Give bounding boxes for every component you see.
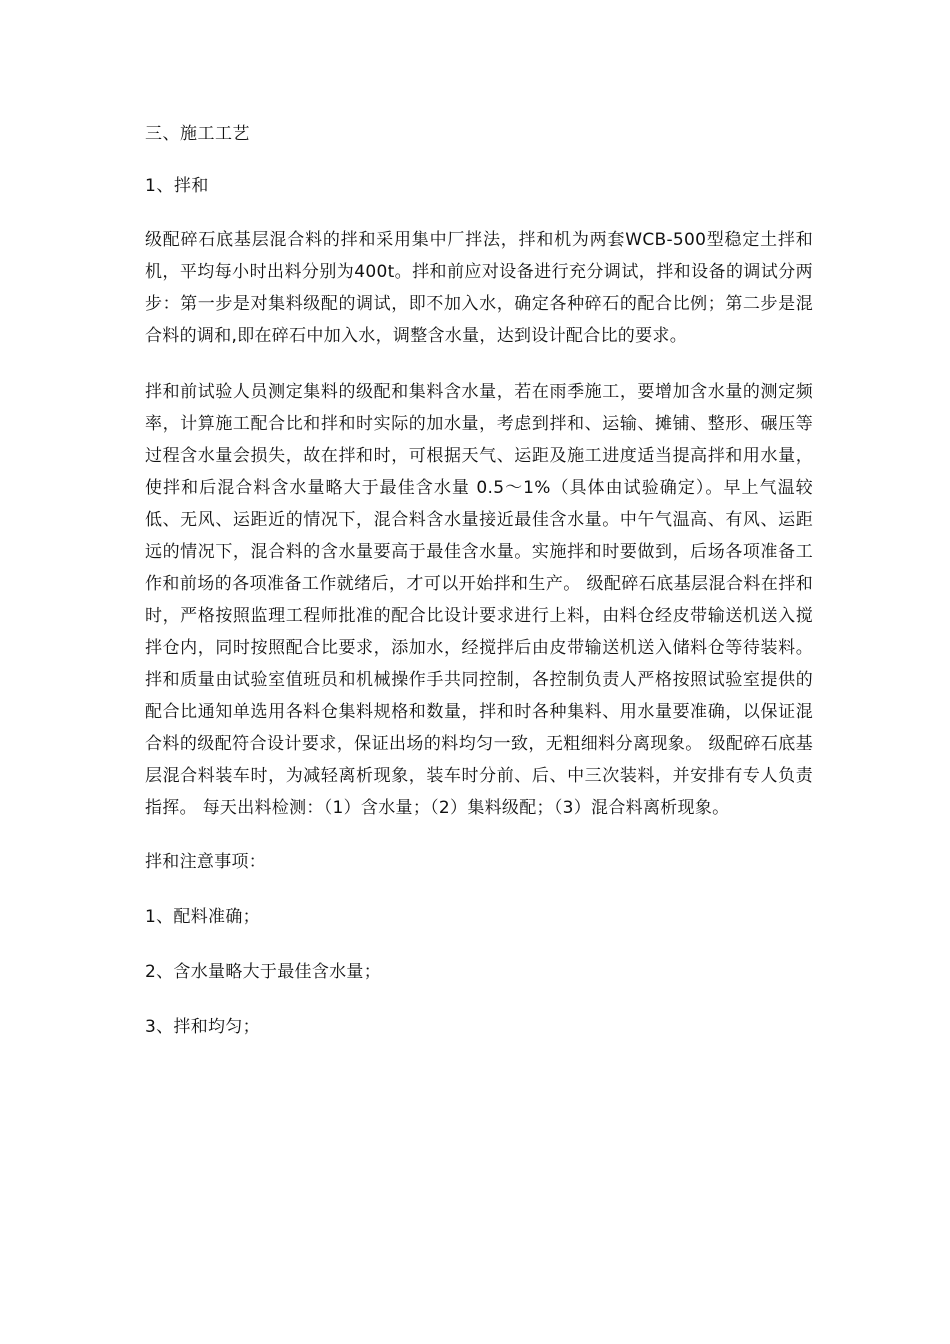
paragraph-mixing-method: 级配碎石底基层混合料的拌和采用集中厂拌法，拌和机为两套WCB-500型稳定土拌和机，平均每小时出料分别为400t。拌和前应对设备进行充分调试，拌和设备的调试分两步：第一步是对集料级配的调试，即不加入水，确定各种碎石的配合比例；第二步是混合料的调和,即在碎石中加入水，调整含水量，达到设计配合比的要求。 <box>145 230 813 346</box>
note-item: 3、拌和均匀； <box>145 1017 260 1037</box>
paragraph-mixing-procedure: 拌和前试验人员测定集料的级配和集料含水量，若在雨季施工，要增加含水量的测定频率，计算施工配合比和拌和时实际的加水量，考虑到拌和、运输、摊铺、整形、碾压等过程含水量会损失，故在拌和时，可根据天气、运距及施工进度适当提高拌和用水量，使拌和后混合料含水量略大于最佳含水量 0.5～1%（具体由试验确定）。早上气温较低、无风、运距近的情况下，混合料含水量接近最佳含水量。中午气温高、有风、运距远的情况下，混合料的含水量要高于最佳含水量。实施拌和时要做到，后场各项准备工作和前场的各项准备工作就绪后，才可以开始拌和生产。 级配碎石底基层混合料在拌和时，严格按照监理工程师批准的配合比设计要求进行上料，由料仓经皮带输送机送入搅拌仓内，同时按照配合比要求，添加水，经搅拌后由皮带输送机送入储料仓等待装料。拌和质量由试验室值班员和机械操作手共同控制，各控制负责人严格按照试验室提供的配合比通知单选用各料仓集料规格和数量，拌和时各种集料、用水量要准确，以保证混合料的级配符合设计要求，保证出场的料均匀一致，无粗细料分离现象。 级配碎石底基层混合料装车时，为减轻离析现象，装车时分前、后、中三次装料，并安排有专人负责指挥。 每天出料检测：（1）含水量；（2）集料级配；（3）混合料离析现象。 <box>145 382 813 818</box>
note-item: 2、含水量略大于最佳含水量； <box>145 962 382 982</box>
subsection-title: 1、拌和 <box>145 176 209 196</box>
note-item: 1、配料准确； <box>145 907 260 927</box>
notes-title: 拌和注意事项： <box>145 852 267 872</box>
document-page <box>145 120 813 1068</box>
section-title: 三、施工工艺 <box>145 124 250 144</box>
